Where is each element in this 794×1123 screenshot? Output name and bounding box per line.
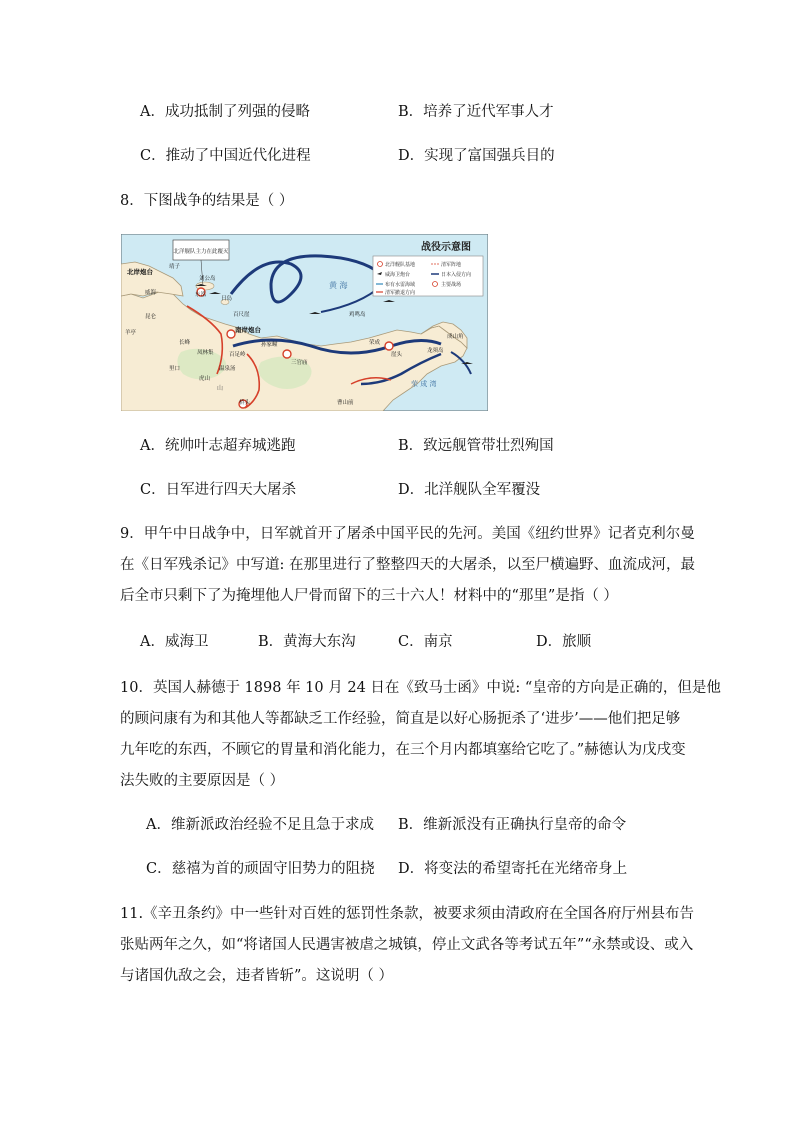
q11-line-1: 11.《辛丑条约》中一些针对百姓的惩罚性条款，被要求须由清政府在全国各府厅州县布告 xyxy=(120,906,695,922)
q9-option-c: C．南京 xyxy=(398,634,453,650)
q7-option-b: B．培养了近代军事人才 xyxy=(398,104,554,120)
map-legend-base-icon xyxy=(378,262,383,267)
map-legend-3: 布有水雷海域 xyxy=(385,282,416,288)
map-place-weihai: 威海 xyxy=(145,290,157,296)
map-legend-6: 日本入侵方向 xyxy=(441,272,472,278)
battle-map xyxy=(121,234,488,411)
map-place-rongcheng: 荣成 xyxy=(369,340,381,346)
map-place-beiantai: 北岸炮台 xyxy=(127,268,153,276)
map-place-liugongdao: 刘公岛 xyxy=(199,276,216,282)
q10-line-3: 九年吃的东西，不顾它的胃量和消化能力，在三个月内都填塞给它吃了。”赫德认为戊戌变 xyxy=(120,742,686,758)
q8-option-c: C．日军进行四天大屠杀 xyxy=(140,482,297,498)
map-place-jiyusan: 曹山前 xyxy=(337,400,354,406)
map-battle-marker-3 xyxy=(283,350,291,358)
map-place-qiugou: 百足岭 xyxy=(229,352,246,358)
q9-option-b: B．黄海大东沟 xyxy=(258,634,356,650)
map-legend-battle-icon xyxy=(433,282,438,287)
map-legend-5: 清军阵地 xyxy=(441,262,462,268)
q10-option-d: D．将变法的希望寄托在光绪帝身上 xyxy=(398,861,628,877)
map-bay-label: 荣 成 湾 xyxy=(411,380,437,388)
map-place-fenglin: 凤林集 xyxy=(197,350,214,356)
map-place-caoyuan: 崖头 xyxy=(391,352,403,358)
map-sea-label: 黄 海 xyxy=(329,281,348,290)
map-place-shan: 山 xyxy=(217,385,224,392)
q9-line-2: 在《日军残杀记》中写道: 在那里进行了整整四天的大屠杀，以至尸横遍野、血流成河，最 xyxy=(120,557,695,573)
map-place-dongcun: 东泓 xyxy=(195,292,207,298)
q10-option-b: B．维新派没有正确执行皇帝的命令 xyxy=(398,817,627,833)
q10-line-1: 10．英国人赫德于 1898 年 10 月 24 日在《致马士函》中说: “皇帝的方向是正确的，但是他 xyxy=(120,680,721,696)
map-place-jingzi: 靖子 xyxy=(169,264,181,270)
q7-option-c: C．推动了中国近代化进程 xyxy=(140,148,311,164)
map-legend-2: 威海卫炮台 xyxy=(385,272,411,278)
map-place-sanguanmiao: 三官庙 xyxy=(291,360,308,366)
map-legend-1: 北洋舰队基地 xyxy=(385,262,416,268)
map-battle-marker-2 xyxy=(227,330,235,338)
map-place-libei: 里口 xyxy=(169,366,181,372)
q9-option-a: A．威海卫 xyxy=(140,634,209,650)
q10-line-4: 法失败的主要原因是（ ） xyxy=(120,773,285,789)
map-legend-4: 清军撤退方向 xyxy=(385,290,416,296)
map-place-kunlun: 昆仑 xyxy=(145,314,157,320)
q10-line-2: 的顾问康有为和其他人等都缺乏工作经验，简直是以好心肠扼杀了‘进步’——他们把足够 xyxy=(120,711,681,727)
q8-option-d: D．北洋舰队全军覆没 xyxy=(398,482,541,498)
map-place-baichiya: 百尺崖 xyxy=(233,312,250,318)
map-callout: 北洋舰队主力在此覆灭 xyxy=(173,249,229,255)
map-place-wenquan: 温泉汤 xyxy=(219,366,236,372)
map-place-chengshan: 成山角 xyxy=(447,334,464,340)
q8-option-a: A．统帅叶志超弃城逃跑 xyxy=(140,438,296,454)
map-title: 战役示意图 xyxy=(421,242,471,253)
map-place-ridao: 日岛 xyxy=(221,296,233,302)
map-place-sangengdao: 孙家疃 xyxy=(261,342,278,348)
map-place-nanantai: 南岸炮台 xyxy=(235,326,261,334)
map-place-yangting: 羊亭 xyxy=(125,330,137,336)
q7-option-a: A．成功抵制了列强的侵略 xyxy=(140,104,310,120)
q9-line-1: 9．甲午中日战争中，日军就首开了屠杀中国平民的先河。美国《纽约世界》记者克利尔曼 xyxy=(120,526,695,542)
q10-option-a: A．维新派政治经验不足且急于求成 xyxy=(146,817,374,833)
map-legend-7: 主要战场 xyxy=(441,282,462,288)
q9-option-d: D．旅顺 xyxy=(536,634,592,650)
q10-option-c: C．慈禧为首的顽固守旧势力的阻挠 xyxy=(146,861,375,877)
map-place-hushan: 虎山 xyxy=(199,376,211,382)
q11-line-3: 与诸国仇敌之会，违者皆斩”。这说明（ ） xyxy=(120,968,394,984)
map-place-jiming: 鸡鸣岛 xyxy=(349,312,366,318)
q9-line-3: 后全市只剩下了为掩埋他人尸骨而留下的三十六人！材料中的“那里”是指（ ） xyxy=(120,588,618,604)
map-place-longxu: 龙须岛 xyxy=(427,348,444,354)
q11-line-2: 张贴两年之久，如“将诸国人民遇害被虐之城镇，停止文武各等考试五年”“永禁或设、或入 xyxy=(120,937,694,953)
map-place-qiaotou: 桥头 xyxy=(239,400,251,406)
q8-stem: 8．下图战争的结果是（ ） xyxy=(120,193,294,209)
q8-option-b: B．致远舰管带壮烈殉国 xyxy=(398,438,554,454)
q7-option-d: D．实现了富国强兵目的 xyxy=(398,148,555,164)
map-battle-marker-4 xyxy=(385,342,393,350)
map-place-changfeng: 长峰 xyxy=(179,340,191,346)
